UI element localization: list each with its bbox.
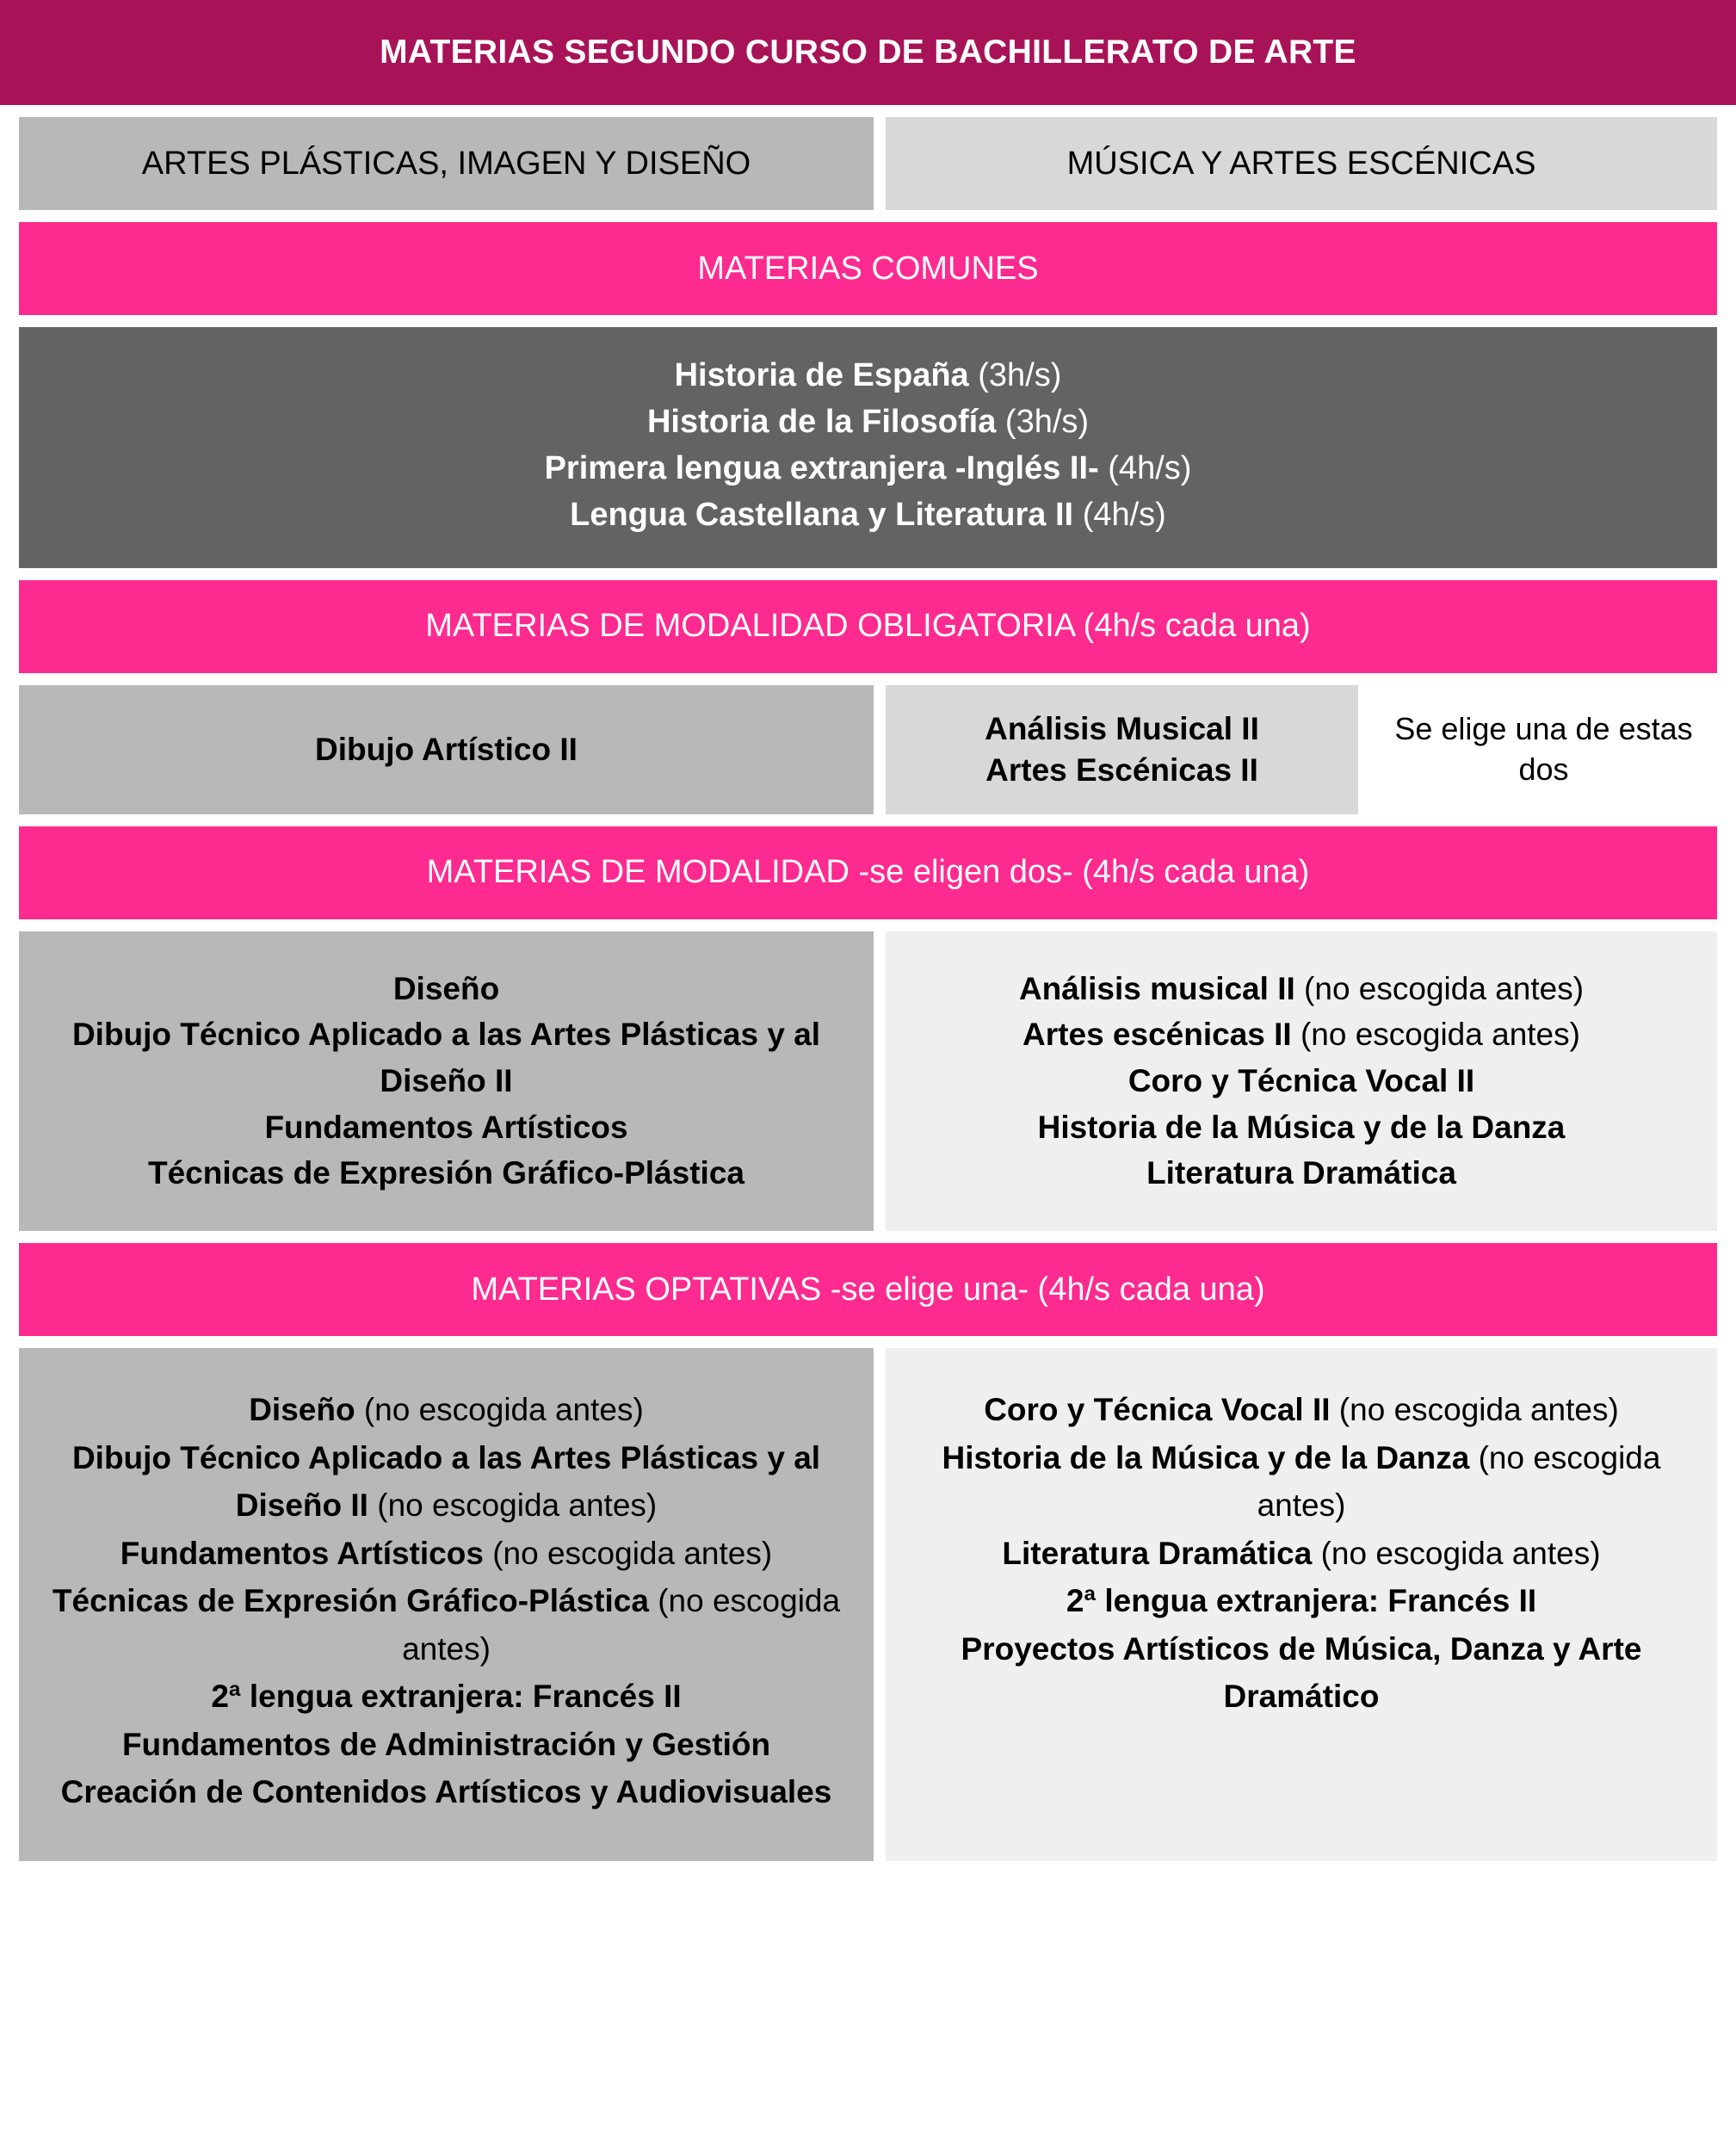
subject-note: (no escogida antes) (1294, 970, 1585, 1006)
subject-item (41, 1434, 851, 1530)
subject-name: Lengua Castellana y Literatura II (570, 496, 1074, 533)
subject-item (1066, 1577, 1536, 1625)
comunes-subject-item (545, 446, 1192, 492)
subject-name: Técnicas de Expresión Gráfico-Plástica (147, 1155, 744, 1191)
subject-name: Literatura Dramática (1002, 1535, 1313, 1571)
subject-name: Coro y Técnica Vocal II (984, 1392, 1331, 1428)
subject-name: Historia de la Música y de la Danza (1037, 1109, 1566, 1145)
subject-hours: (4h/s) (1082, 496, 1166, 533)
optativas-left-column (19, 1348, 874, 1861)
subject-item: Artes Escénicas II (985, 751, 1258, 788)
subject-item (148, 1150, 744, 1197)
comunes-subject-item (675, 353, 1062, 399)
branch-header-left: ARTES PLÁSTICAS, IMAGEN Y DISEÑO (19, 117, 874, 210)
subject-note: (no escogida antes) (483, 1535, 773, 1571)
subject-item: Dibujo Artístico II (315, 731, 578, 767)
comunes-subject-block (19, 327, 1717, 568)
obligatoria-choice-note: Se elige una de estas dos (1370, 685, 1717, 814)
subject-item (264, 1104, 627, 1151)
subject-name: Artes escénicas II (1022, 1017, 1292, 1053)
subject-name: Fundamentos de Administración y Gestión (121, 1726, 771, 1762)
subject-item (120, 1530, 772, 1578)
subject-name: Dibujo Técnico Aplicado a las Artes Plásticas y al Diseño II (71, 1439, 821, 1524)
subject-name: Proyectos Artísticos de Música, Danza y Arte Dramático (961, 1630, 1642, 1715)
subject-name: Diseño (249, 1392, 355, 1428)
subject-item (1146, 1150, 1456, 1197)
subject-item (122, 1721, 770, 1769)
subject-item (908, 1625, 1695, 1721)
optativas-right-column (886, 1348, 1717, 1861)
subject-item (393, 966, 499, 1012)
section-header-comunes: MATERIAS COMUNES (19, 222, 1717, 315)
obligatoria-right-column (886, 685, 1358, 814)
subject-hours: (3h/s) (978, 357, 1062, 393)
comunes-subject-item (647, 399, 1089, 446)
subject-name: Literatura Dramática (1146, 1155, 1456, 1191)
subject-item (1128, 1058, 1474, 1104)
subject-name: Coro y Técnica Vocal II (1127, 1063, 1475, 1099)
section-header-modalidad-obligatoria: MATERIAS DE MODALIDAD OBLIGATORIA (4h/s cada una) (19, 580, 1717, 673)
subject-name: Primera lengua extranjera -Inglés II- (544, 449, 1099, 486)
subject-item (908, 1434, 1695, 1530)
subject-name: Historia de la Filosofía (646, 403, 997, 440)
subject-item (41, 1577, 851, 1673)
subject-name: Fundamentos Artísticos (264, 1109, 628, 1145)
section-header-modalidad: MATERIAS DE MODALIDAD -se eligen dos- (4h/s cada una) (19, 826, 1717, 919)
subject-note: (no escogida antes) (368, 1487, 658, 1524)
optativas-row (19, 1348, 1717, 1861)
subject-name: Creación de Contenidos Artísticos y Audiovisuales (60, 1774, 832, 1810)
modalidad-left-column (19, 931, 874, 1231)
modalidad-obligatoria-row (19, 685, 1717, 814)
subject-item (41, 1011, 851, 1104)
subject-hours: (3h/s) (1004, 403, 1090, 440)
subject-name: Análisis musical II (1018, 970, 1295, 1006)
subject-name: Historia de la Música y de la Danza (942, 1439, 1470, 1475)
subject-note: (no escogida antes) (1312, 1535, 1601, 1571)
subject-item (1038, 1104, 1566, 1151)
subject-name: Fundamentos Artísticos (120, 1535, 484, 1571)
subject-note: (no escogida antes) (355, 1392, 644, 1428)
subject-item: Análisis Musical II (985, 710, 1259, 746)
subject-hours: (4h/s) (1108, 449, 1192, 486)
modalidad-row (19, 931, 1717, 1231)
subject-note: (no escogida antes) (1330, 1392, 1619, 1428)
subject-name: Técnicas de Expresión Gráfico-Plástica (52, 1583, 649, 1619)
subject-item (211, 1673, 681, 1721)
subject-note: (no escogida antes) (1257, 1439, 1661, 1524)
subject-item (1022, 1011, 1580, 1058)
subject-name: Dibujo Técnico Aplicado a las Artes Plásticas y al Diseño II (71, 1017, 821, 1099)
subject-item (1019, 966, 1584, 1012)
page-title: MATERIAS SEGUNDO CURSO DE BACHILLERATO DE ARTE (0, 0, 1736, 105)
subject-item (249, 1386, 644, 1434)
modalidad-right-column (886, 931, 1717, 1231)
branch-header-right: MÚSICA Y ARTES ESCÉNICAS (886, 117, 1717, 210)
subject-note: (no escogida antes) (1291, 1017, 1580, 1053)
subject-name: Diseño (392, 970, 500, 1006)
branch-header-row (19, 117, 1717, 210)
subject-item (984, 1386, 1619, 1434)
subject-name: Historia de España (674, 357, 969, 393)
subject-name: 2ª lengua extranjera: Francés II (211, 1679, 682, 1715)
subject-item (1002, 1530, 1600, 1578)
subject-note: (no escogida antes) (402, 1583, 841, 1667)
comunes-subject-item (570, 492, 1166, 539)
section-header-optativas: MATERIAS OPTATIVAS -se elige una- (4h/s cada una) (19, 1243, 1717, 1336)
subject-item (61, 1768, 832, 1816)
subject-name: 2ª lengua extranjera: Francés II (1066, 1583, 1537, 1619)
obligatoria-left-column (19, 685, 874, 814)
